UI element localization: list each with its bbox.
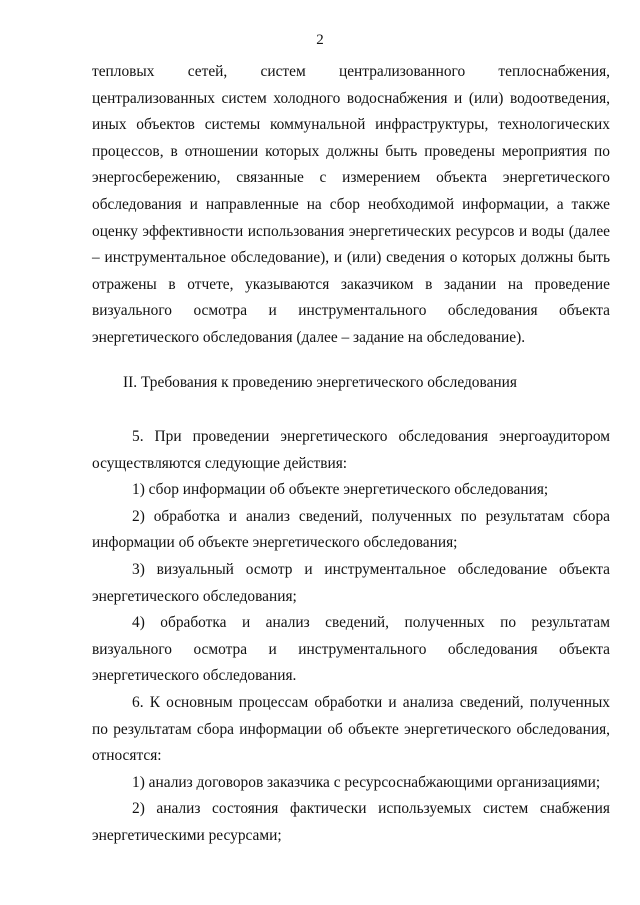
item6-list-item-1: 1) анализ договоров заказчика с ресурсоснабжающими организациями; xyxy=(132,773,601,791)
item5-list-item-3: 3) визуальный осмотр и инструментальное обследование объекта энергетического обследования; xyxy=(92,560,610,605)
item5-block xyxy=(92,424,610,850)
item6-intro: 6. К основным процессам обработки и анализа сведений, полученных по результатам сбора информации об объекте энергетического обследования, относятся: xyxy=(92,693,610,765)
item5-list-item-2: 2) обработка и анализ сведений, полученных по результатам сбора информации об объекте энергетического обследования; xyxy=(92,507,610,552)
intro-paragraph-block xyxy=(92,59,610,352)
item6-list-item-2: 2) анализ состояния фактически используемых систем снабжения энергетическими ресурсами; xyxy=(92,800,610,844)
item5-list-item-4: 4) обработка и анализ сведений, полученных по результатам визуального осмотра и инструментального обследования объекта энергетического обследования. xyxy=(92,614,610,685)
item5-intro: 5. При проведении энергетического обследования энергоаудитором осуществляются следующие действия: xyxy=(92,428,610,472)
page-number: 2 xyxy=(316,32,324,48)
item5-list-item-1: 1) сбор информации об объекте энергетического обследования; xyxy=(132,481,549,499)
section-heading: II. Требования к проведению энергетического обследования xyxy=(123,374,517,391)
intro-paragraph: тепловых сетей, систем централизованного теплоснабжения, централизованных систем холодного водоснабжения и (или) водоотведения, иных объектов системы коммунальной инфраструктуры, технологических процессов, в отношении которых должны быть проведены мероприятия по энергосбережению, связанные с измерением объекта энергетического обследования и направленные на сбор необходимой информации, а также оценку эффективности использования энергетических ресурсов и воды (далее – инструментальное обследование), и (или) сведения о которых должны быть отражены в отчете, указываются заказчиком в задании на проведение визуального осмотра и инструментального обследования объекта энергетического обследования (далее – задание на обследование). xyxy=(92,63,610,346)
